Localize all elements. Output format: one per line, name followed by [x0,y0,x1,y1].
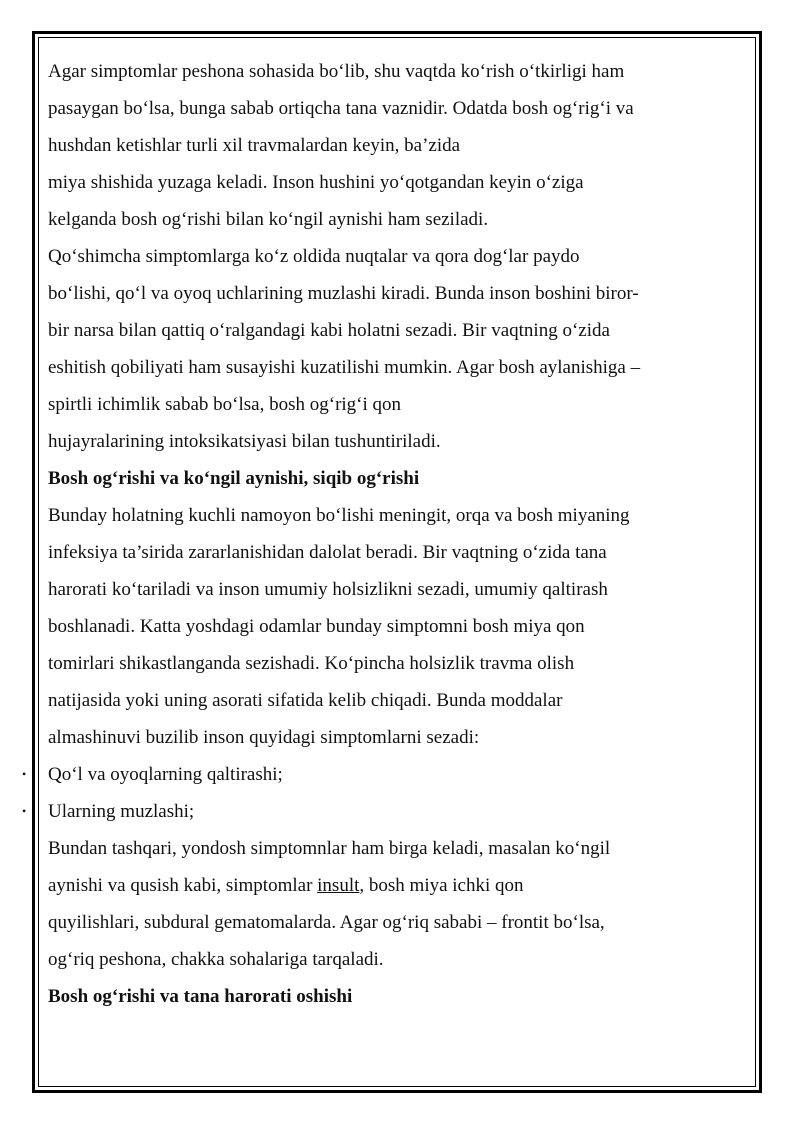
section-heading: Bosh og‘rishi va tana harorati oshishi [48,986,353,1007]
paragraph-line: Bundan tashqari, yondosh simptomnlar ham birga keladi, masalan ko‘ngil [48,838,611,859]
bullet-icon: • [22,767,27,781]
list-item-text: Ularning muzlashi; [48,801,195,822]
paragraph-line: Qo‘shimcha simptomlarga ko‘z oldida nuqtalar va qora dog‘lar paydo [48,246,580,267]
paragraph-line: infeksiya ta’sirida zararlanishidan dalolat beradi. Bir vaqtning o‘zida tana [48,542,607,563]
section-heading: Bosh og‘rishi va ko‘ngil aynishi, siqib og‘rishi [48,468,420,489]
paragraph-line [48,867,738,904]
paragraph-line: natijasida yoki uning asorati sifatida kelib chiqadi. Bunda moddalar [48,690,563,711]
paragraph-line: boshlanadi. Katta yoshdagi odamlar bunday simptomni bosh miya qon [48,616,585,637]
list-item-text: Qo‘l va oyoqlarning qaltirashi; [48,764,283,785]
paragraph-line: spirtli ichimlik sabab bo‘lsa, bosh og‘rig‘i qon [48,394,402,415]
paragraph-line: kelganda bosh og‘rishi bilan ko‘ngil aynishi ham seziladi. [48,209,489,230]
paragraph-line: hushdan ketishlar turli xil travmalardan keyin, ba’zida [48,135,461,156]
paragraph-line: hujayralarining intoksikatsiyasi bilan tushuntiriladi. [48,431,441,452]
paragraph-text: aynishi va qusish kabi, simptomlar [48,875,318,896]
paragraph-text: , bosh miya ichki qon [359,875,524,896]
document-body [22,53,738,1015]
bullet-icon: • [22,804,27,818]
paragraph-line: tomirlari shikastlanganda sezishadi. Ko‘pincha holsizlik travma olish [48,653,575,674]
paragraph-line: eshitish qobiliyati ham susayishi kuzatilishi mumkin. Agar bosh aylanishiga – [48,357,641,378]
paragraph-line: bo‘lishi, qo‘l va oyoq uchlarining muzlashi kiradi. Bunda inson boshini biror- [48,283,639,304]
list-item [22,756,738,793]
paragraph-line: pasaygan bo‘lsa, bunga sabab ortiqcha tana vaznidir. Odatda bosh og‘rig‘i va [48,98,634,119]
paragraph-line: Agar simptomlar peshona sohasida bo‘lib, shu vaqtda ko‘rish o‘tkirligi ham [48,61,625,82]
paragraph-line: harorati ko‘tariladi va inson umumiy holsizlikni sezadi, umumiy qaltirash [48,579,608,600]
insult-link[interactable]: insult [317,875,360,896]
paragraph-line: Bunday holatning kuchli namoyon bo‘lishi meningit, orqa va bosh miyaning [48,505,630,526]
paragraph-line: miya shishida yuzaga keladi. Inson hushini yo‘qotgandan keyin o‘ziga [48,172,584,193]
paragraph-line: almashinuvi buzilib inson quyidagi simptomlarni sezadi: [48,727,480,748]
paragraph-line: bir narsa bilan qattiq o‘ralgandagi kabi holatni sezadi. Bir vaqtning o‘zida [48,320,610,341]
list-item [22,793,738,830]
paragraph-line: og‘riq peshona, chakka sohalariga tarqaladi. [48,949,384,970]
paragraph-line: quyilishlari, subdural gematomalarda. Agar og‘riq sababi – frontit bo‘lsa, [48,912,605,933]
